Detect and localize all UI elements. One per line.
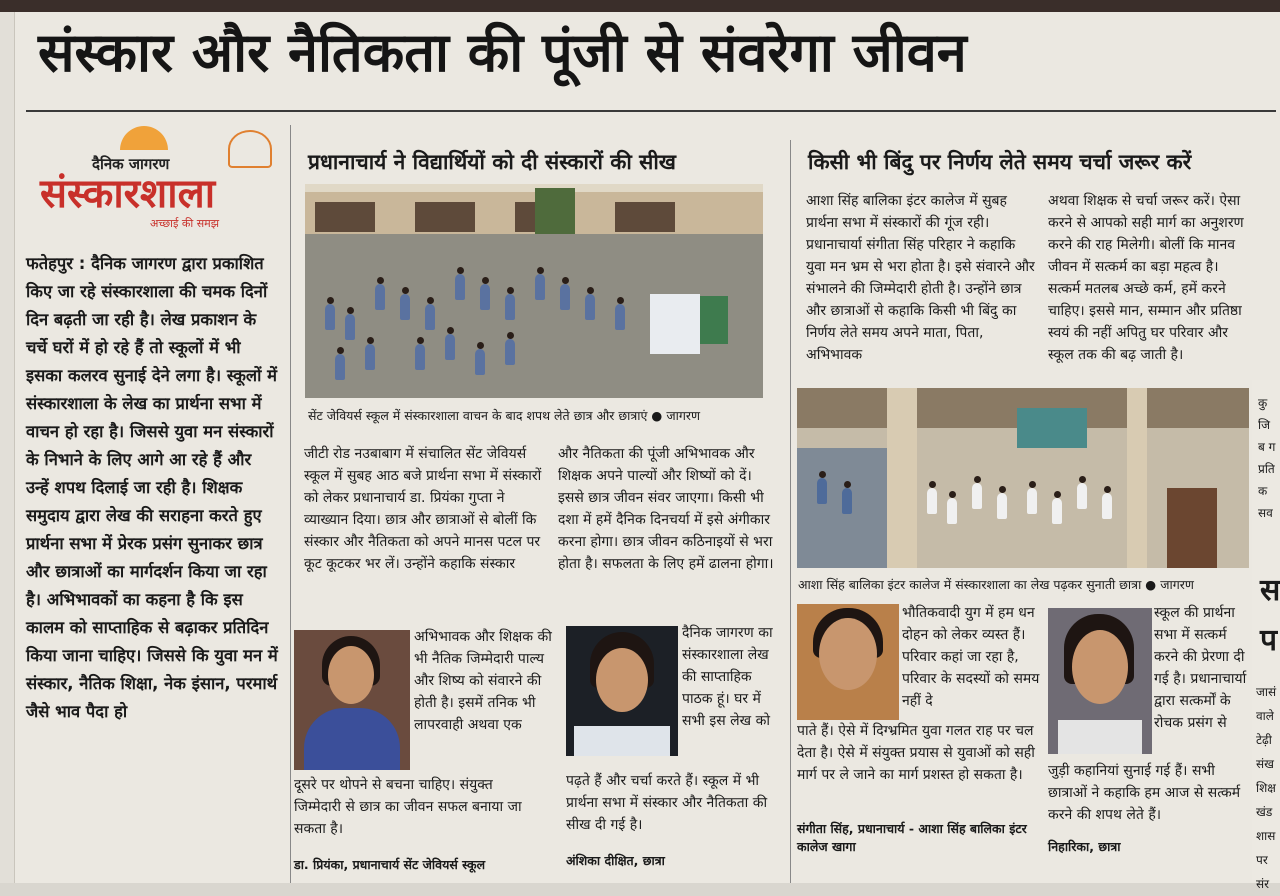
right-subhead: किसी भी बिंदु पर निर्णय लेते समय चर्चा जरूर करें xyxy=(808,150,1192,174)
principal-sangeeta-photo xyxy=(797,604,899,720)
sanskarshala-logo xyxy=(40,126,290,234)
middle-subhead: प्रधानाचार्य ने विद्यार्थियों को दी संस्कारों की सीख xyxy=(308,150,676,174)
right-quote2-side: स्कूल की प्रार्थना सभा में सत्कर्म करने की प्रेरणा दी गई है। प्रधानाचार्या द्वारा सत्कर्मों के रोचक प्रसंग से xyxy=(1154,605,1247,731)
column-divider-left xyxy=(290,125,291,883)
right-quote1-bottom: पाते हैं। ऐसे में दिग्भ्रमित युवा गलत राह पर चल देता है। ऐसे में संयुक्त प्रयास से युवाओं को सही मार्ग पर ले जाने का मार्ग प्रशस्त हो सकता है। xyxy=(797,723,1035,783)
middle-quote1-bottom: दूसरे पर थोपने से बचना चाहिए। संयुक्त जिम्मेदारी से छात्र का जीवन सफल बनाया जा सकता है। xyxy=(294,777,522,837)
middle-quote2-side: दैनिक जागरण का संस्कारशाला लेख की साप्ताहिक पाठक हूं। घर में सभी इस लेख को xyxy=(682,625,773,729)
student-anshika-photo xyxy=(566,626,678,756)
right-quote2-byline: निहारिका, छात्रा xyxy=(1048,839,1121,854)
logo-name: संस्कारशाला xyxy=(40,170,216,217)
middle-quote2-byline: अंशिका दीक्षित, छात्रा xyxy=(566,853,665,868)
page-top-border xyxy=(0,0,1280,12)
right-caption-dot: ● xyxy=(1145,577,1157,592)
middle-quote2-bottom: पढ़ते हैं और चर्चा करते हैं। स्कूल में भी प्रार्थना सभा में संस्कार और नैतिकता की सीख दी गई है। xyxy=(566,773,768,833)
middle-quote1-byline: डा. प्रियंका, प्रधानाचार्य सेंट जेवियर्स स्कूल xyxy=(294,857,486,872)
assembly-hall-drawing xyxy=(797,388,1249,568)
diya-lamp-icon xyxy=(228,130,272,168)
adjacent-story-edge xyxy=(1252,380,1280,891)
logo-brand: दैनिक जागरण xyxy=(92,155,170,173)
sun-icon xyxy=(120,126,168,150)
right-text-col2: अथवा शिक्षक से चर्चा जरूर करें। ऐसा करने से आपको सही मार्ग का अनुशरण करने की राह मिलेगी। बोलीं कि मानव जीवन में सत्कर्म का बड़ा महत्व है। सत्कर्म मतलब अच्छे कर्म, हमें करने चाहिए। इससे मान, सम्मान और प्रतिष्ठा स्वयं की नहीं अपितु घर परिवार और स्कूल तक की बढ़ जाती है। xyxy=(1048,193,1244,363)
edge-fragment-bottom: जासं वाले टेढ़ी संख शिक्ष खंड शास पर संर xyxy=(1256,685,1277,891)
principal-priyanka-photo xyxy=(294,630,410,770)
middle-caption-credit: जागरण xyxy=(666,408,701,423)
logo-tagline: अच्छाई की समझ xyxy=(150,217,220,230)
student-niharika-photo xyxy=(1048,608,1152,754)
middle-caption-text: सेंट जेवियर्स स्कूल में संस्कारशाला वाचन के बाद शपथ लेते छात्र और छात्राएं xyxy=(308,408,648,423)
right-text-col1: आशा सिंह बालिका इंटर कालेज में सुबह प्रार्थना सभा में संस्कारों की गूंज रही। प्रधानाचार्या संगीता सिंह परिहार ने कहाकि युवा मन भ्रम से भरा होता है। इसे संवारने और संभालने की जिम्मेदारी होती है। उन्होंने छात्र और छात्राओं से कहाकि किसी भी बिंदु का निर्णय लेते समय अपने माता, पिता, अभिभावक xyxy=(806,193,1035,363)
right-caption-credit: जागरण xyxy=(1160,577,1194,592)
right-quote1-byline: संगीता सिंह, प्रधानाचार्य - आशा सिंह बालिका इंटर कालेज खागा xyxy=(797,821,1027,854)
edge-fragment-big: स प xyxy=(1260,573,1280,658)
right-quote2-bottom: जुड़ी कहानियां सुनाई गई हैं। सभी छात्राओं ने कहाकि हम आज से सत्कर्म करने की शपथ लेते हैं। xyxy=(1048,763,1241,823)
middle-text-col2: और नैतिकता की पूंजी अभिभावक और शिक्षक अपने पाल्यों और शिष्यों को दें। इससे छात्र जीवन संवर जाएगा। किसी भी दशा में हमें दैनिक दिनचर्या में इसे अंगीकार करना होगा। छात्र जीवन कठिनाइयों से भरा होता है। सफलता के लिए हमें ढालना होगा। xyxy=(558,446,774,572)
middle-photo-caption xyxy=(308,407,700,424)
right-quote1-side: भौतिकवादी युग में हम धन दोहन को लेकर व्यस्त हैं। परिवार कहां जा रहा है, परिवार के सदस्यों को समय नहीं दे xyxy=(902,605,1040,709)
left-story-text: फतेहपुर : दैनिक जागरण द्वारा प्रकाशित किए जा रहे संस्कारशाला की चमक दिनों दिन बढ़ती जा रही है। लेख प्रकाशन के चर्चे घरों में हो रहे हैं तो स्कूलों में भी इसका कलरव सुनाई देने लगा है। स्कूलों में संस्कारशाला के लेख का प्रार्थना सभा में वाचन हो रहा है। जिससे युवा मन संस्कारों के निभाने के लिए आगे आ रहे हैं और उन्हें शपथ दिलाई जा रही है। शिक्षक समुदाय द्वारा लेख की सराहना करते हुए प्रार्थना सभा में प्रेरक प्रसंग सुनाकर छात्र और छात्राओं का मार्गदर्शन किया जा रहा है। अभिभावकों का कहना है कि इस कालम को साप्ताहिक से बढ़ाकर प्रतिदिन किया जाना चाहिए। जिससे कि युवा मन में संस्कार, नैतिक शिक्षा, नेक इंसान, परमार्थ जैसे भाव पैदा हो xyxy=(26,254,278,721)
edge-fragment-top: कु जि ब ग प्रति क सव xyxy=(1258,396,1276,520)
column-divider-right xyxy=(790,140,791,883)
middle-caption-dot: ● xyxy=(651,408,663,423)
main-headline: संस्कार और नैतिकता की पूंजी से संवरेगा जीवन xyxy=(38,21,967,84)
right-caption-text: आशा सिंह बालिका इंटर कालेज में संस्कारशाला का लेख पढ़कर सुनाती छात्रा xyxy=(798,577,1142,592)
middle-text-col1: जीटी रोड नउबाबाग में संचालित सेंट जेवियर्स स्कूल में सुबह आठ बजे प्रार्थना सभा में संस्कारों को लेकर प्रधानाचार्य डा. प्रियंका गुप्ता ने व्याख्यान दिया। छात्र और छात्राओं से बोलीं कि संस्कार और नैतिकता को अपने मानस पटल पर कूट कूटकर भर लें। उन्होंने कहाकि संस्कार xyxy=(304,446,542,572)
assembly-photo-st-xaviers xyxy=(305,184,763,398)
assembly-photo-asha-singh xyxy=(797,388,1249,568)
page-left-edge xyxy=(0,12,15,883)
headline-rule xyxy=(26,110,1276,112)
right-photo-caption xyxy=(798,576,1194,593)
middle-quote1-side: अभिभावक और शिक्षक की भी नैतिक जिम्मेदारी पाल्य और शिष्य को संवारने की होती है। इसमें तनिक भी लापरवाही अथवा एक xyxy=(414,629,552,733)
